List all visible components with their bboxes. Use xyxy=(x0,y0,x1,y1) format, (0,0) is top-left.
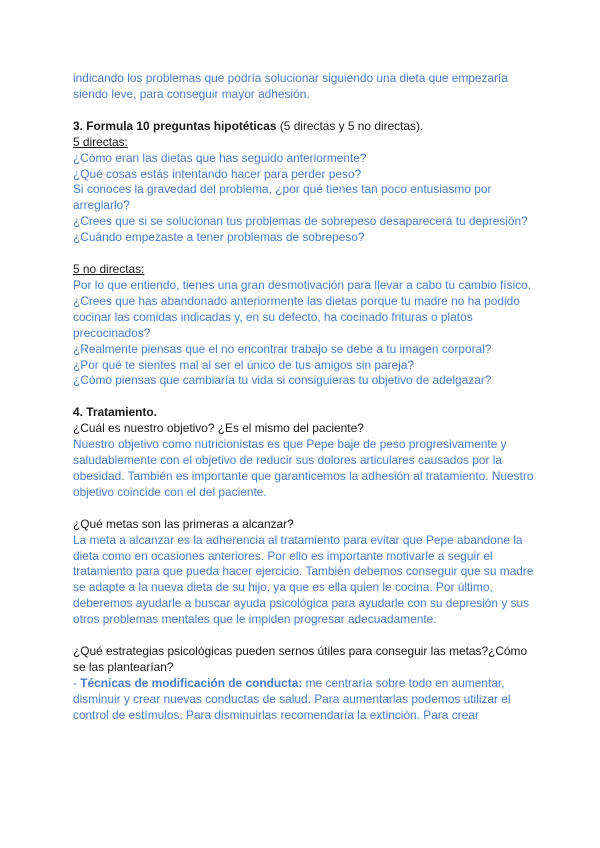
question-goals: ¿Qué metas son las primeras a alcanzar? xyxy=(73,516,294,531)
direct-question-4: ¿Crees que si se solucionan tus problemas de sobrepeso desaparecerá tu depresión? xyxy=(73,214,528,229)
section4-heading-bold: 4. Tratamiento. xyxy=(73,405,157,420)
answer-goals: La meta a alcanzar es la adherencia al tratamiento para evitar que Pepe abandone la dieta como en ocasiones anteriores. Por ello es importante motivarle a seguir el tratamiento para que pueda hacer ejercicio. También debemos conseguir que su madre se adapte a la nueva dieta de su hijo, ya que es ella quien le cocina. Por último, deberemos ayudarle a buscar ayuda psicológica para ayudarle con su depresión y sus otros problemas mentales que le impiden progresar adecuadamente. xyxy=(73,532,534,627)
indirect-question-5: ¿Cómo piensas que cambiaría tu vida si consiguieras tu objetivo de adelgazar? xyxy=(73,373,492,388)
direct-question-3: Si conoces la gravedad del problema, ¿por qué tienes tan poco entusiasmo por arreglarlo? xyxy=(73,182,492,213)
section3-heading-rest: (5 directas y 5 no directas). xyxy=(276,118,424,133)
indirect-question-3: ¿Realmente piensas que el no encontrar trabajo se debe a tu imagen corporal? xyxy=(73,341,492,356)
answer-strategies-rest: me centraría sobre todo en aumentar, disminuir y crear nuevas conductas de salud. Para aumentarlas podemos utilizar el control de estímulos. Para disminuirlas recomendaría la extinción. Para crear xyxy=(73,675,511,722)
spacer xyxy=(73,246,535,262)
section3-heading xyxy=(73,119,535,135)
question-objective: ¿Cuál es nuestro objetivo? ¿Es el mismo del paciente? xyxy=(73,421,364,436)
section4-heading xyxy=(73,405,535,421)
direct-questions-label: 5 directas: xyxy=(73,134,128,149)
answer-objective: Nuestro objetivo como nutricionistas es que Pepe baje de peso progresivamente y saludablemente con el objetivo de reducir sus dolores articulares causados por la obesidad. También es importante que garanticemos la adhesión al tratamiento. Nuestro objetivo coincide con el del paciente. xyxy=(73,437,534,499)
direct-question-2: ¿Qué cosas estás intentando hacer para perder peso? xyxy=(73,166,362,181)
spacer xyxy=(73,501,535,517)
indirect-question-2: ¿Crees que has abandonado anteriormente las dietas porque tu madre no ha podido cocinar las comidas indicadas y, en su defecto, ha cocinado frituras o platos precocinados? xyxy=(73,293,520,340)
text-column xyxy=(73,71,535,724)
direct-question-1: ¿Cómo eran las dietas que has seguido anteriormente? xyxy=(73,150,367,165)
section3-heading-bold: 3. Formula 10 preguntas hipotéticas xyxy=(73,118,277,133)
spacer xyxy=(73,103,535,119)
answer-strategies-bold: Técnicas de modificación de conducta: xyxy=(80,675,303,690)
indirect-questions-label: 5 no directas: xyxy=(73,262,145,277)
indirect-question-4: ¿Por qué te sientes mal al ser el único de tus amigos sin pareja? xyxy=(73,357,415,372)
answer-strategies xyxy=(73,676,535,724)
indirect-question-1: Por lo que entiendo, tienes una gran desmotivación para llevar a cabo tu cambio físico. xyxy=(73,277,532,292)
answer-strategies-prefix: - xyxy=(73,675,81,690)
spacer xyxy=(73,628,535,644)
direct-question-5: ¿Cuándo empezaste a tener problemas de sobrepeso? xyxy=(73,230,365,245)
spacer xyxy=(73,389,535,405)
question-strategies: ¿Qué estrategias psicológicas pueden sernos útiles para conseguir las metas?¿Cómo se las plantearían? xyxy=(73,644,528,674)
intro-paragraph: indicando los problemas que podría solucionar siguiendo una dieta que empezaría siendo leve, para conseguir mayor adhesión. xyxy=(73,71,508,101)
